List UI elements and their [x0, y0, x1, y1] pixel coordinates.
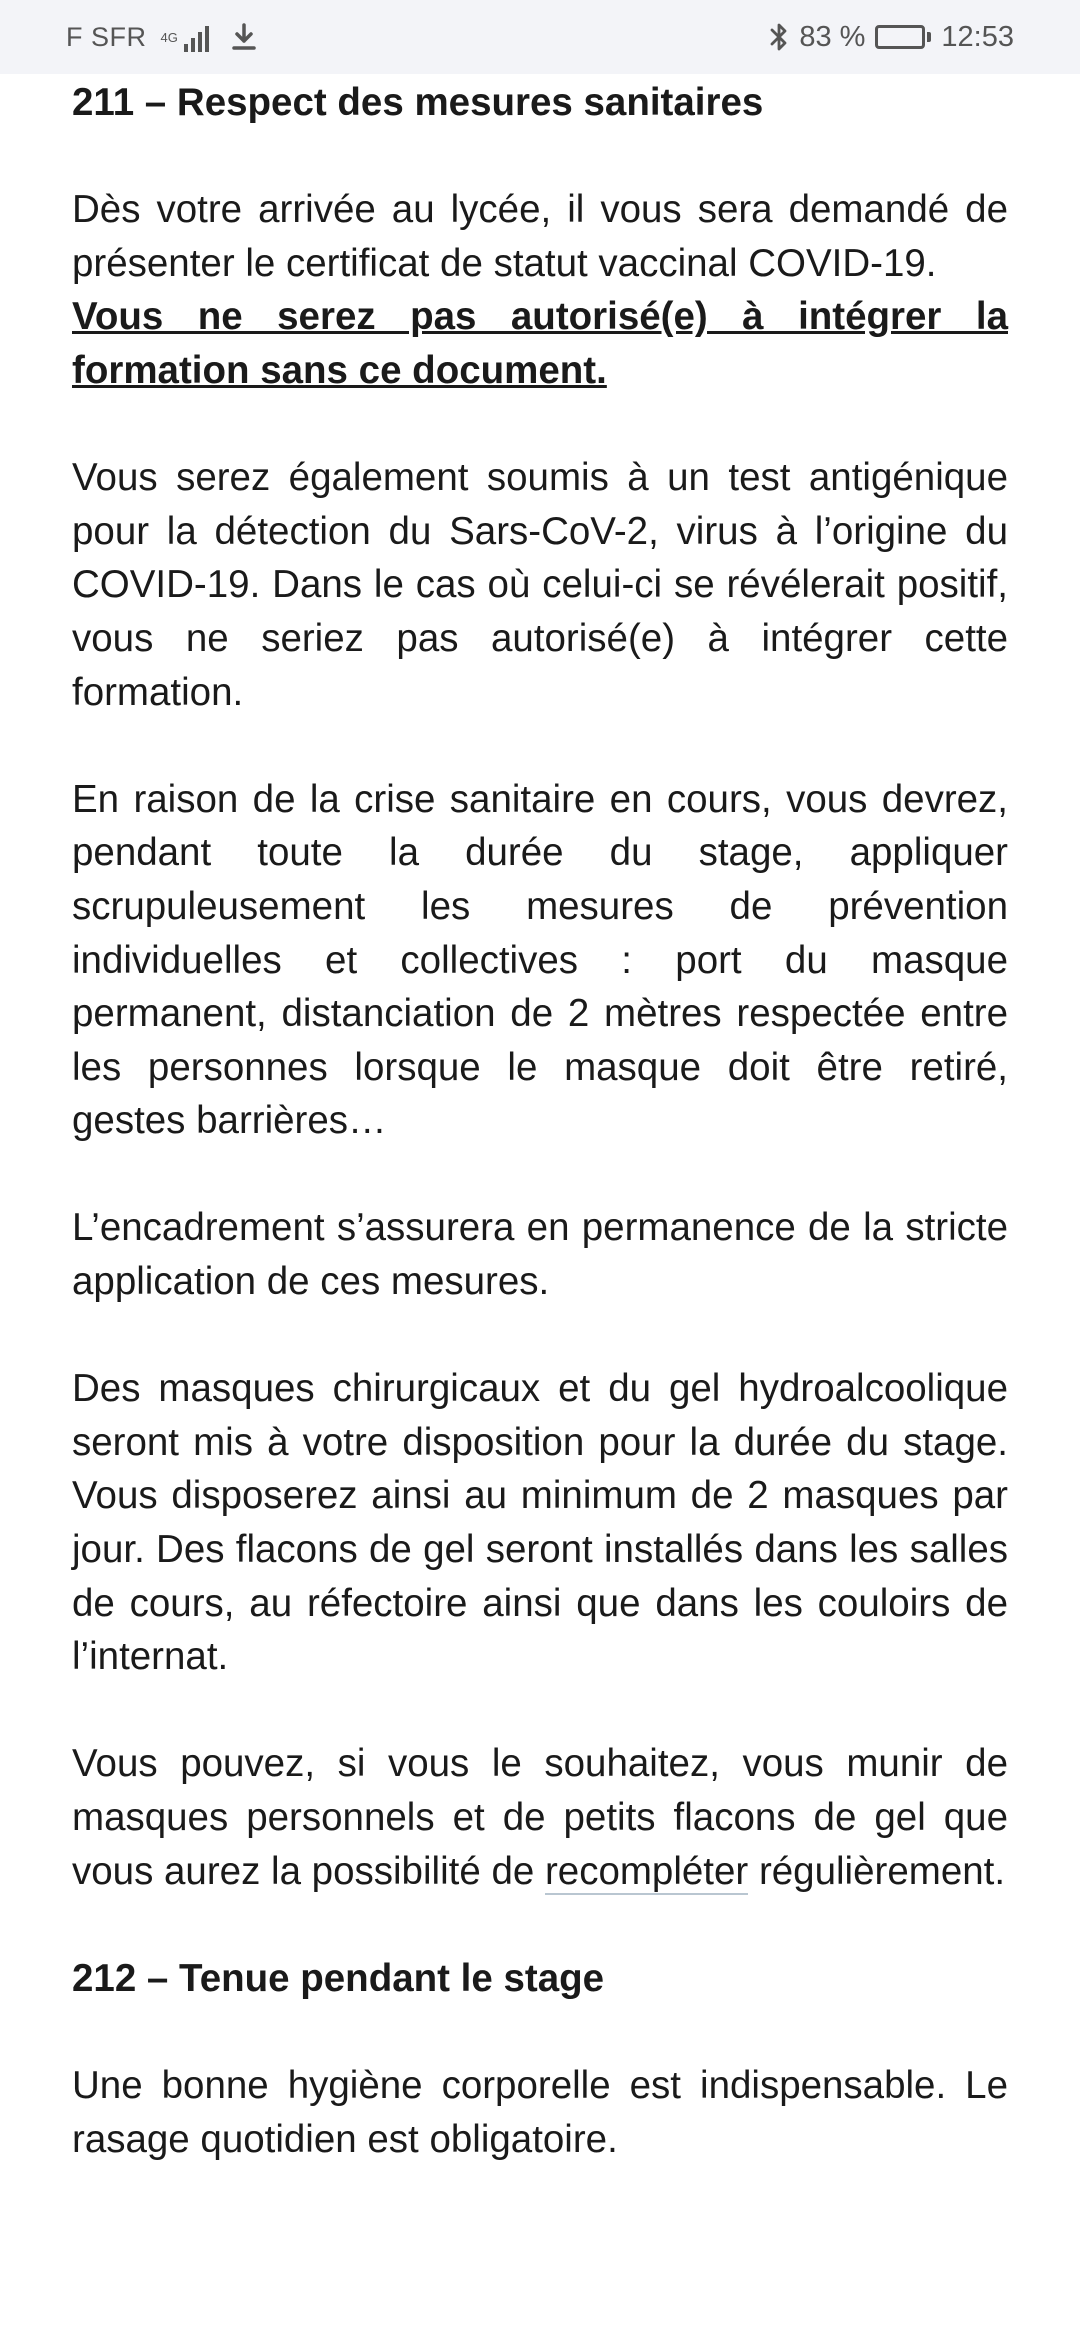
paragraph-masks-gel: Des masques chirurgicaux et du gel hydroalcoolique seront mis à votre disposition pour la durée du stage. Vous disposerez ainsi au minimum de 2 masques par jour. Des flacons de gel seront installés dans les salles de cours, au réfectoire ainsi que dans les couloirs de l’internat. [72, 1367, 1008, 1679]
section-211-title: 211 – Respect des mesures sanitaires [72, 81, 764, 124]
bluetooth-icon [769, 21, 789, 53]
signal-icon [184, 22, 209, 52]
paragraph-personal-masks [72, 1737, 1008, 1898]
status-bar-right [769, 21, 1014, 54]
warning-text: Vous ne serez pas autorisé(e) à intégrer la formation sans ce document. [72, 295, 1008, 392]
spellcheck-underlined-word[interactable]: recompléter [544, 1849, 749, 1893]
paragraph-hygiene: Une bonne hygiène corporelle est indispensable. Le rasage quotidien est obligatoire. [72, 2063, 1008, 2161]
status-bar [0, 0, 1080, 74]
document-content [72, 74, 1008, 2220]
status-bar-left [66, 22, 257, 53]
paragraph-prevention-measures: En raison de la crise sanitaire en cours, vous devrez, pendant toute la durée du stage, appliquer scrupuleusement les mesures de prévention individuelles et collectives : port du masque permanent, distanciation de 2 mètres respectée entre les personnes lorsque le masque doit être retiré, gestes barrières… [72, 777, 1008, 1143]
network-type-icon [161, 31, 178, 44]
clock: 12:53 [941, 20, 1014, 53]
battery-icon [875, 25, 931, 49]
battery-percent: 83 % [799, 20, 866, 53]
paragraph-antigen-test: Vous serez également soumis à un test antigénique pour la détection du Sars-CoV-2, virus à l’origine du COVID-19. Dans le cas où celui-ci se révélerait positif, vous ne seriez pas autorisé(e) à intégrer cette formation. [72, 456, 1008, 714]
section-212-title: 212 – Tenue pendant le stage [72, 1956, 605, 2000]
paragraph-text: Dès votre arrivée au lycée, il vous sera demandé de présenter le certificat de statut vaccinal COVID-19. [72, 188, 1008, 285]
carrier-name: F SFR [66, 21, 147, 52]
paragraph-vaccination-certificate [72, 183, 1008, 397]
network-type-label: 4G [160, 29, 178, 45]
download-icon [231, 22, 257, 52]
paragraph-supervision: L’encadrement s’assurera en permanence de la stricte application de ces mesures. [72, 1206, 1008, 1304]
paragraph-text-after: régulièrement. [748, 1849, 1006, 1893]
paragraph-text-before: Vous pouvez, si vous le souhaitez, vous munir de masques personnels et de petits flacons de gel que vous aurez la possibilité de [72, 1742, 1008, 1893]
